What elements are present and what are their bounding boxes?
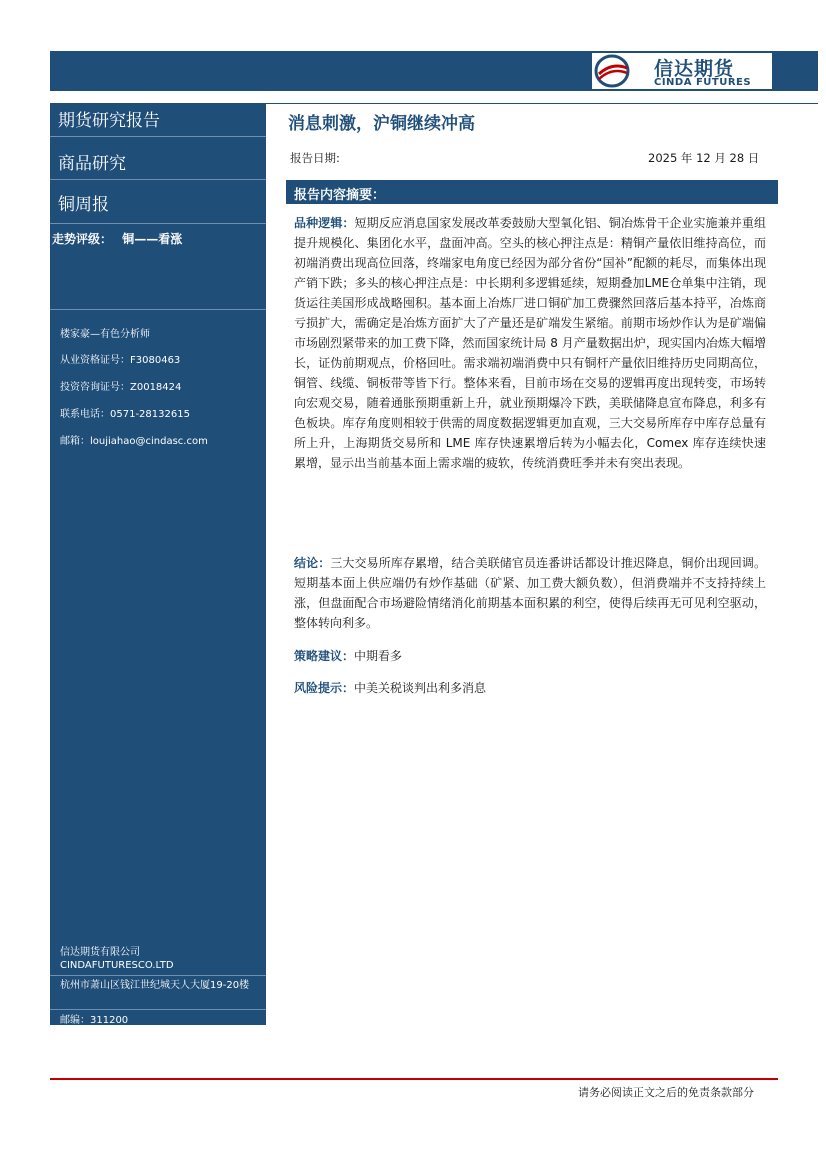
report-category: 商品研究	[58, 154, 126, 174]
cinda-logo-icon	[594, 54, 630, 88]
footer-divider	[50, 1078, 778, 1080]
summary-header-label: 报告内容摘要：	[294, 188, 386, 203]
company-name-en: CINDAFUTURESCO.LTD	[60, 960, 174, 971]
logic-text: 短期反应消息国家发展改革委鼓励大型氧化铝、铜冶炼骨干企业实施兼并重组提升规模化、集团化水平，盘面冲高。空头的核心押注点是：精铜产量依旧维持高位，而初端消费出现高位回落，终端家电角度已经因为部分省份“国补”配额的耗尽，而集体出现产销下跌；多头的核心押注点是：中长期利多逻辑延续，短期叠加LME仓单集中注销，现货运往美国形成战略囤积。基本面上冶炼厂进口铜矿加工费骤然回落后基本持平，冶炼商亏损扩大，需确定是冶炼方面扩大了产量还是矿端发生紧缩。前期市场炒作认为是矿端偏市场剧烈紧带来的加工费下降，然而国家统计局 8 月产量数据出炉，现实国内冶炼大幅增长，证伪前期观点，价格回吐。需求端初端消费中只有铜杆产量依旧维持历史同期高位，铜管、线缆、铜板带等皆下行。整体来看，目前市场在交易的逻辑再度出现转变，市场转向宏观交易，随着通胀预期重新上升，就业预期爆冷下跌，美联储降息宣布降息，利多有色板块。库存角度则相较于供需的周度数据逻辑更加直观，三大交易所库存中库存总量有所上升，上海期货交易所和 LME 库存快速累增后转为小幅去化，Comex 库存连续快速累增，显示出当前基本面上需求端的疲软，传统消费旺季并未有突出表现。	[294, 216, 766, 470]
risk-label: 风险提示：	[294, 681, 355, 695]
strategy-text: 中期看多	[354, 649, 403, 663]
consult-number: 投资咨询证号：Z0018424	[60, 382, 182, 393]
sidebar	[50, 103, 266, 1025]
trend-rating	[50, 230, 266, 247]
report-type: 期货研究报告	[58, 111, 160, 131]
risk-text: 中美关税谈判出利多消息	[354, 681, 487, 695]
sidebar-divider	[50, 179, 266, 180]
sidebar-divider	[50, 1009, 266, 1010]
sidebar-divider	[50, 136, 266, 137]
company-postcode: 邮编：311200	[60, 1015, 129, 1026]
logic-paragraph	[294, 213, 766, 473]
logic-label: 品种逻辑：	[294, 216, 355, 230]
rating-value: 铜——看涨	[122, 232, 183, 246]
conclusion-text: 三大交易所库存累增，结合美联储官员连番讲话都设计推迟降息，铜价出现回调。短期基本面上供应端仍有炒作基础（矿紧、加工费大额负数），但消费端并不支持持续上涨，但盘面配合市场避险情绪消化前期基本面积累的利空，使得后续再无可见利空驱动，整体转向利多。	[294, 556, 766, 630]
analyst-name: 楼家豪—有色分析师	[60, 329, 150, 340]
conclusion-label: 结论：	[294, 556, 331, 570]
strategy-label: 策略建议：	[294, 649, 355, 663]
conclusion-paragraph	[294, 553, 766, 633]
company-logo	[592, 53, 772, 89]
disclaimer-text: 请务必阅读正文之后的免责条款部分	[578, 1086, 754, 1099]
qualification-number: 从业资格证号：F3080463	[60, 355, 181, 366]
company-name-cn: 信达期货有限公司	[60, 947, 140, 958]
report-name: 铜周报	[58, 195, 109, 215]
summary-header	[286, 180, 778, 204]
contact-email: 邮箱：loujiahao@cindasc.com	[60, 436, 208, 447]
logo-name-cn: 信达期货	[654, 58, 735, 80]
sidebar-divider	[50, 975, 266, 976]
sidebar-divider	[50, 309, 266, 310]
report-date: 2025 年 12 月 28 日	[648, 151, 760, 165]
rating-label: 走势评级：	[52, 232, 113, 246]
report-title: 消息刺激，沪铜继续冲高	[288, 114, 475, 134]
risk-paragraph	[294, 678, 766, 698]
strategy-paragraph	[294, 646, 766, 666]
sidebar-divider	[50, 223, 266, 224]
report-date-label: 报告日期:	[290, 151, 340, 165]
contact-phone: 联系电话：0571-28132615	[60, 409, 190, 420]
company-address: 杭州市萧山区钱江世纪城天人大厦19-20楼	[60, 980, 250, 991]
logo-name-en: CINDA FUTURES	[654, 77, 752, 88]
